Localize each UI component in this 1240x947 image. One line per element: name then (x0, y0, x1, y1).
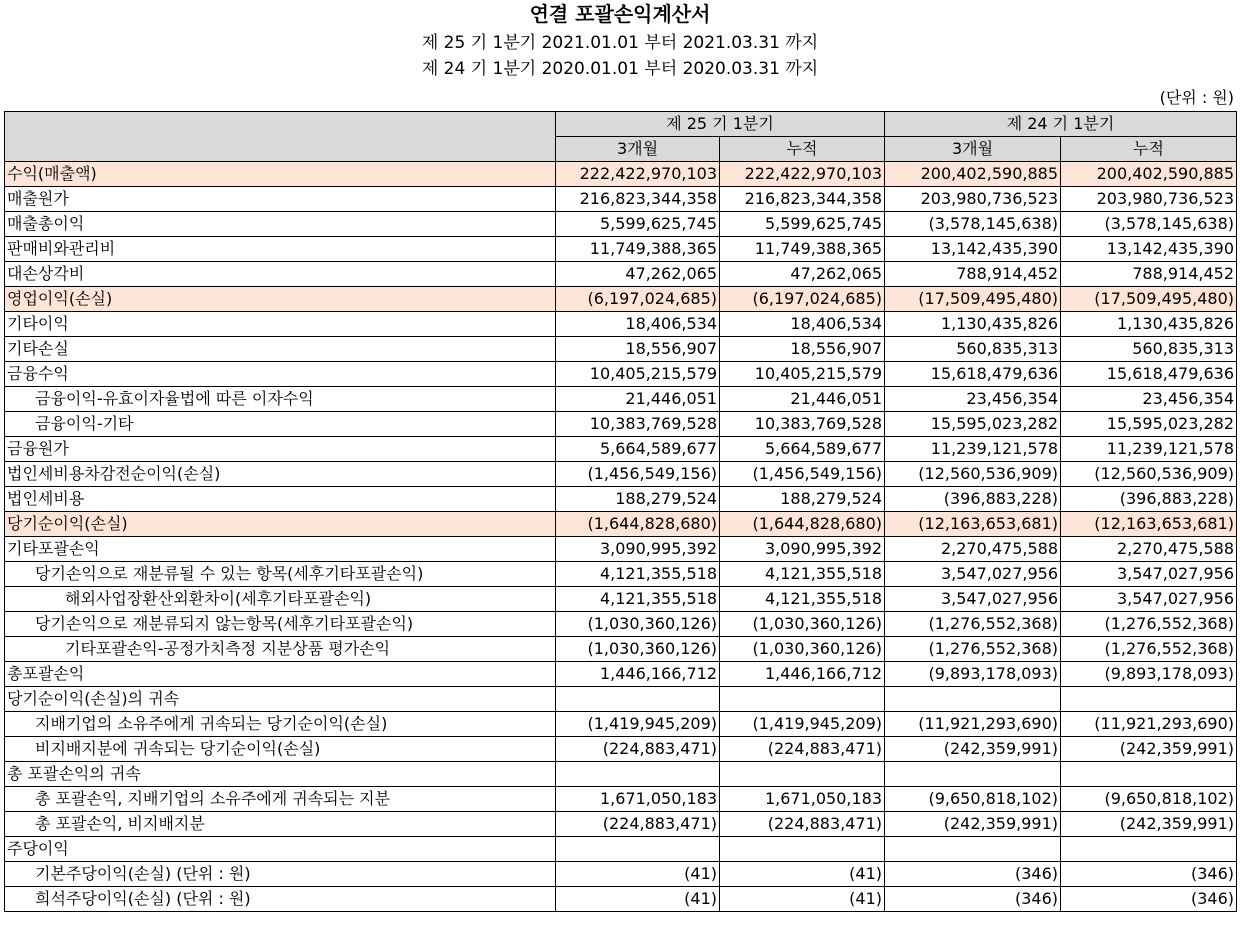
cell-current-3m (556, 687, 720, 712)
cell-prior-3m: 1,130,435,826 (885, 312, 1061, 337)
cell-prior-cumulative: (3,578,145,638) (1061, 212, 1237, 237)
period-current: 제 25 기 1분기 2021.01.01 부터 2021.03.31 까지 (421, 33, 819, 53)
cell-prior-cumulative: 3,547,027,956 (1061, 562, 1237, 587)
cell-prior-3m: (9,650,818,102) (885, 787, 1061, 812)
cell-prior-cumulative: 3,547,027,956 (1061, 587, 1237, 612)
table-row (5, 237, 1237, 262)
cell-prior-cumulative: 11,239,121,578 (1061, 437, 1237, 462)
cell-current-3m: (1,030,360,126) (556, 612, 720, 637)
cell-current-3m: 188,279,524 (556, 487, 720, 512)
cell-current-cumulative: 10,383,769,528 (720, 412, 885, 437)
row-label: 대손상각비 (5, 262, 556, 287)
cell-current-3m: (6,197,024,685) (556, 287, 720, 312)
row-label: 영업이익(손실) (5, 287, 556, 312)
row-label: 판매비와관리비 (5, 237, 556, 262)
cell-current-cumulative: 21,446,051 (720, 387, 885, 412)
cell-prior-cumulative: (17,509,495,480) (1061, 287, 1237, 312)
cell-current-cumulative: 47,262,065 (720, 262, 885, 287)
cell-current-3m: 18,406,534 (556, 312, 720, 337)
row-label: 총포괄손익 (5, 662, 556, 687)
cell-prior-3m: (11,921,293,690) (885, 712, 1061, 737)
cell-prior-cumulative: (9,893,178,093) (1061, 662, 1237, 687)
cell-prior-cumulative: (9,650,818,102) (1061, 787, 1237, 812)
table-row (5, 187, 1237, 212)
row-label: 금융원가 (5, 437, 556, 462)
cell-prior-3m: 11,239,121,578 (885, 437, 1061, 462)
cell-prior-3m: 560,835,313 (885, 337, 1061, 362)
row-label: 당기손익으로 재분류될 수 있는 항목(세후기타포괄손익) (5, 562, 556, 587)
cell-current-3m: (1,419,945,209) (556, 712, 720, 737)
cell-prior-3m: (12,163,653,681) (885, 512, 1061, 537)
cell-current-cumulative: (41) (720, 887, 885, 912)
table-row (5, 212, 1237, 237)
cell-prior-3m: (12,560,536,909) (885, 462, 1061, 487)
row-label: 법인세비용차감전순이익(손실) (5, 462, 556, 487)
cell-prior-3m: (346) (885, 887, 1061, 912)
table-row (5, 737, 1237, 762)
cell-prior-cumulative: 203,980,736,523 (1061, 187, 1237, 212)
cell-prior-3m: (1,276,552,368) (885, 637, 1061, 662)
table-row (5, 412, 1237, 437)
cell-prior-cumulative: (11,921,293,690) (1061, 712, 1237, 737)
row-label: 금융이익-유효이자율법에 따른 이자수익 (5, 387, 556, 412)
cell-current-3m: 4,121,355,518 (556, 562, 720, 587)
cell-prior-cumulative: (12,163,653,681) (1061, 512, 1237, 537)
row-label: 당기순이익(손실) (5, 512, 556, 537)
table-row (5, 287, 1237, 312)
cell-prior-3m: (242,359,991) (885, 737, 1061, 762)
cell-current-cumulative: 1,446,166,712 (720, 662, 885, 687)
cell-current-3m: (41) (556, 887, 720, 912)
cell-prior-3m: (396,883,228) (885, 487, 1061, 512)
cell-current-cumulative: 18,406,534 (720, 312, 885, 337)
cell-current-cumulative (720, 837, 885, 862)
cell-current-3m: (1,456,549,156) (556, 462, 720, 487)
cell-prior-cumulative: 15,595,023,282 (1061, 412, 1237, 437)
row-label: 총 포괄손익, 지배기업의 소유주에게 귀속되는 지분 (5, 787, 556, 812)
cell-prior-3m: (9,893,178,093) (885, 662, 1061, 687)
table-row (5, 812, 1237, 837)
cell-prior-3m (885, 687, 1061, 712)
cell-prior-3m: 15,595,023,282 (885, 412, 1061, 437)
table-row (5, 887, 1237, 912)
row-label: 법인세비용 (5, 487, 556, 512)
cell-current-cumulative: 5,664,589,677 (720, 437, 885, 462)
table-row (5, 462, 1237, 487)
cell-current-cumulative: 222,422,970,103 (720, 162, 885, 187)
cell-prior-cumulative: 2,270,475,588 (1061, 537, 1237, 562)
row-label: 매출원가 (5, 187, 556, 212)
cell-prior-cumulative: (346) (1061, 887, 1237, 912)
table-row (5, 487, 1237, 512)
cell-current-cumulative: (1,456,549,156) (720, 462, 885, 487)
cell-current-cumulative: 10,405,215,579 (720, 362, 885, 387)
cell-prior-3m (885, 762, 1061, 787)
row-label: 기타포괄손익-공정가치측정 지분상품 평가손익 (5, 637, 556, 662)
table-row (5, 562, 1237, 587)
cell-current-3m: 1,671,050,183 (556, 787, 720, 812)
cell-prior-cumulative: 200,402,590,885 (1061, 162, 1237, 187)
cell-prior-cumulative: 788,914,452 (1061, 262, 1237, 287)
cell-prior-3m: (1,276,552,368) (885, 612, 1061, 637)
cell-current-cumulative: 216,823,344,358 (720, 187, 885, 212)
cell-prior-3m: (3,578,145,638) (885, 212, 1061, 237)
cell-current-3m: 4,121,355,518 (556, 587, 720, 612)
cell-prior-cumulative: (12,560,536,909) (1061, 462, 1237, 487)
cell-prior-cumulative: (396,883,228) (1061, 487, 1237, 512)
col-prior-cumulative: 누적 (1061, 137, 1237, 162)
table-row (5, 862, 1237, 887)
cell-prior-cumulative: (1,276,552,368) (1061, 612, 1237, 637)
cell-current-cumulative: (1,419,945,209) (720, 712, 885, 737)
table-row (5, 637, 1237, 662)
row-label: 기본주당이익(손실) (단위 : 원) (5, 862, 556, 887)
cell-current-cumulative: 188,279,524 (720, 487, 885, 512)
table-row (5, 387, 1237, 412)
row-label: 해외사업장환산외환차이(세후기타포괄손익) (5, 587, 556, 612)
table-row (5, 437, 1237, 462)
row-label: 총 포괄손익의 귀속 (5, 762, 556, 787)
table-row (5, 362, 1237, 387)
table-row (5, 712, 1237, 737)
table-row (5, 687, 1237, 712)
row-label: 비지배지분에 귀속되는 당기순이익(손실) (5, 737, 556, 762)
cell-prior-3m: 2,270,475,588 (885, 537, 1061, 562)
row-label: 수익(매출액) (5, 162, 556, 187)
row-label: 희석주당이익(손실) (단위 : 원) (5, 887, 556, 912)
cell-current-cumulative: (224,883,471) (720, 812, 885, 837)
cell-current-cumulative (720, 687, 885, 712)
table-row (5, 162, 1237, 187)
cell-current-cumulative: 18,556,907 (720, 337, 885, 362)
cell-prior-3m: 23,456,354 (885, 387, 1061, 412)
table-row (5, 762, 1237, 787)
cell-prior-cumulative (1061, 762, 1237, 787)
table-row (5, 537, 1237, 562)
cell-current-cumulative: (224,883,471) (720, 737, 885, 762)
table-row (5, 512, 1237, 537)
row-label: 주당이익 (5, 837, 556, 862)
cell-prior-cumulative: 13,142,435,390 (1061, 237, 1237, 262)
cell-current-3m: (224,883,471) (556, 737, 720, 762)
table-row (5, 587, 1237, 612)
income-statement-table (4, 111, 1237, 912)
cell-current-3m: 1,446,166,712 (556, 662, 720, 687)
col-current-cumulative: 누적 (720, 137, 885, 162)
unit-label: (단위 : 원) (1159, 88, 1234, 107)
row-label: 기타포괄손익 (5, 537, 556, 562)
cell-current-3m: 11,749,388,365 (556, 237, 720, 262)
cell-current-3m: (41) (556, 862, 720, 887)
table-row (5, 312, 1237, 337)
header-row-groups (5, 112, 1237, 137)
cell-current-3m: 3,090,995,392 (556, 537, 720, 562)
cell-current-3m: 5,664,589,677 (556, 437, 720, 462)
cell-current-3m: (224,883,471) (556, 812, 720, 837)
cell-current-cumulative: 11,749,388,365 (720, 237, 885, 262)
cell-current-cumulative: (1,644,828,680) (720, 512, 885, 537)
col-prior-3m: 3개월 (885, 137, 1061, 162)
row-label: 총 포괄손익, 비지배지분 (5, 812, 556, 837)
table-row (5, 612, 1237, 637)
cell-prior-3m: 788,914,452 (885, 262, 1061, 287)
row-label: 당기순이익(손실)의 귀속 (5, 687, 556, 712)
cell-current-3m: 222,422,970,103 (556, 162, 720, 187)
cell-current-3m: (1,030,360,126) (556, 637, 720, 662)
cell-current-cumulative: 4,121,355,518 (720, 562, 885, 587)
statement-title: 연결 포괄손익계산서 (529, 2, 711, 26)
cell-current-cumulative: (1,030,360,126) (720, 612, 885, 637)
cell-prior-3m: (242,359,991) (885, 812, 1061, 837)
cell-current-3m: 5,599,625,745 (556, 212, 720, 237)
cell-prior-3m: 15,618,479,636 (885, 362, 1061, 387)
account-column-header (5, 112, 556, 162)
cell-current-3m (556, 837, 720, 862)
cell-prior-3m: (17,509,495,480) (885, 287, 1061, 312)
cell-prior-cumulative (1061, 687, 1237, 712)
cell-current-cumulative: (41) (720, 862, 885, 887)
cell-current-3m: 10,383,769,528 (556, 412, 720, 437)
table-row (5, 787, 1237, 812)
cell-current-3m: 47,262,065 (556, 262, 720, 287)
cell-current-3m: 10,405,215,579 (556, 362, 720, 387)
cell-prior-cumulative (1061, 837, 1237, 862)
cell-prior-cumulative: 15,618,479,636 (1061, 362, 1237, 387)
cell-current-cumulative: (6,197,024,685) (720, 287, 885, 312)
cell-prior-3m: 13,142,435,390 (885, 237, 1061, 262)
table-row (5, 262, 1237, 287)
cell-prior-3m: 200,402,590,885 (885, 162, 1061, 187)
cell-prior-cumulative: 1,130,435,826 (1061, 312, 1237, 337)
row-label: 지배기업의 소유주에게 귀속되는 당기순이익(손실) (5, 712, 556, 737)
cell-prior-3m: (346) (885, 862, 1061, 887)
cell-prior-3m: 203,980,736,523 (885, 187, 1061, 212)
cell-prior-cumulative: 23,456,354 (1061, 387, 1237, 412)
cell-current-cumulative: (1,030,360,126) (720, 637, 885, 662)
cell-prior-cumulative: (346) (1061, 862, 1237, 887)
row-label: 금융이익-기타 (5, 412, 556, 437)
cell-prior-3m: 3,547,027,956 (885, 587, 1061, 612)
cell-prior-cumulative: (1,276,552,368) (1061, 637, 1237, 662)
table-row (5, 337, 1237, 362)
row-label: 매출총이익 (5, 212, 556, 237)
cell-prior-3m: 3,547,027,956 (885, 562, 1061, 587)
row-label: 기타이익 (5, 312, 556, 337)
table-row (5, 662, 1237, 687)
cell-current-3m (556, 762, 720, 787)
cell-current-3m: 18,556,907 (556, 337, 720, 362)
group-header-current: 제 25 기 1분기 (556, 112, 885, 137)
cell-prior-3m (885, 837, 1061, 862)
table-row (5, 837, 1237, 862)
cell-prior-cumulative: (242,359,991) (1061, 737, 1237, 762)
group-header-prior: 제 24 기 1분기 (885, 112, 1237, 137)
cell-current-3m: 21,446,051 (556, 387, 720, 412)
cell-current-cumulative: 4,121,355,518 (720, 587, 885, 612)
row-label: 기타손실 (5, 337, 556, 362)
cell-current-cumulative: 3,090,995,392 (720, 537, 885, 562)
col-current-3m: 3개월 (556, 137, 720, 162)
cell-current-3m: 216,823,344,358 (556, 187, 720, 212)
row-label: 당기손익으로 재분류되지 않는항목(세후기타포괄손익) (5, 612, 556, 637)
cell-prior-cumulative: (242,359,991) (1061, 812, 1237, 837)
cell-current-3m: (1,644,828,680) (556, 512, 720, 537)
cell-current-cumulative (720, 762, 885, 787)
cell-current-cumulative: 5,599,625,745 (720, 212, 885, 237)
row-label: 금융수익 (5, 362, 556, 387)
cell-current-cumulative: 1,671,050,183 (720, 787, 885, 812)
cell-prior-cumulative: 560,835,313 (1061, 337, 1237, 362)
period-prior: 제 24 기 1분기 2020.01.01 부터 2020.03.31 까지 (421, 59, 819, 79)
